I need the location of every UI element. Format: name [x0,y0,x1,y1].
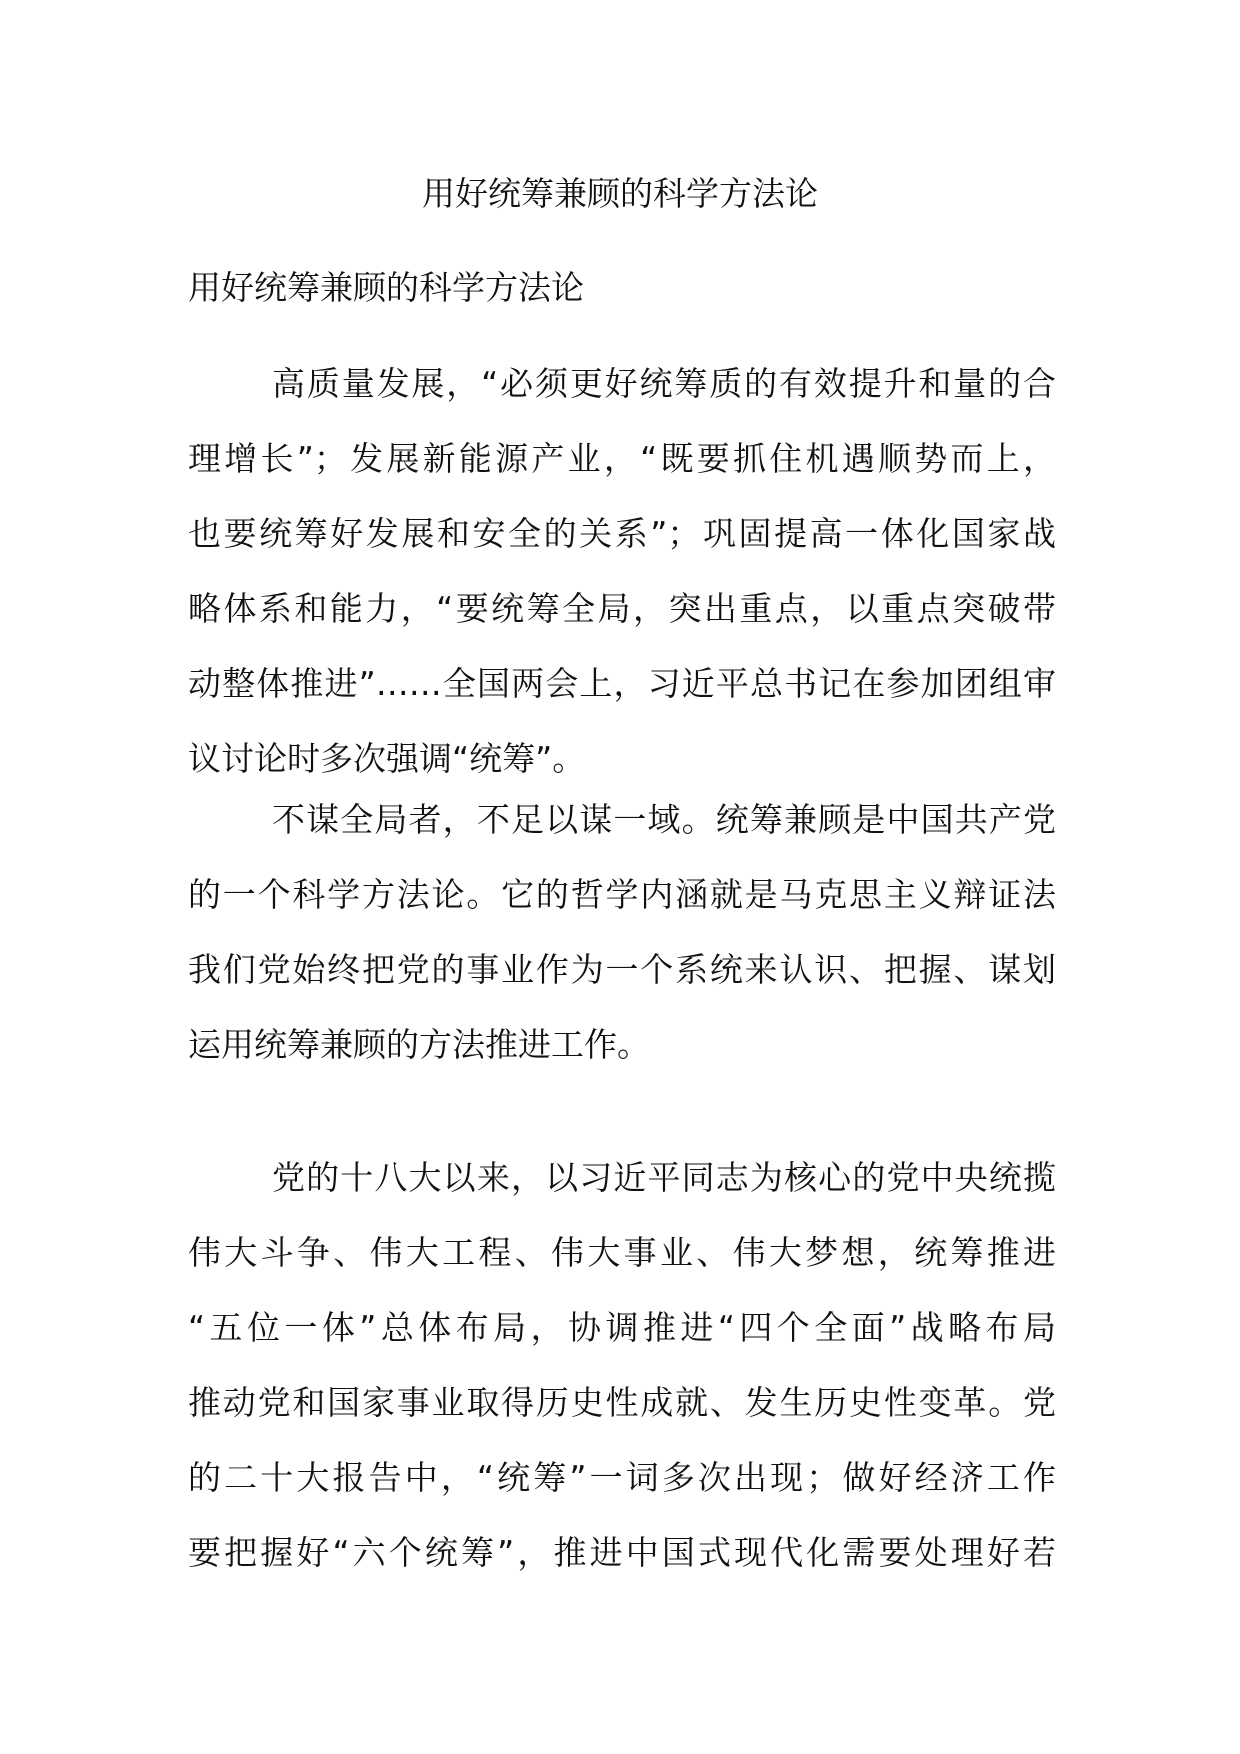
paragraph-line: 理增长”；发展新能源产业，“既要抓住机遇顺势而上， [188,439,1056,478]
paragraph-line: 也要统筹好发展和安全的关系”；巩固提高一体化国家战 [188,514,1056,553]
paragraph-line: 略体系和能力，“要统筹全局，突出重点，以重点突破带 [188,589,1056,628]
document-title: 用好统筹兼顾的科学方法论 [422,174,818,213]
paragraph-line: 要把握好“六个统筹”，推进中国式现代化需要处理好若 [188,1533,1056,1572]
paragraph-line: 的二十大报告中，“统筹”一词多次出现；做好经济工作 [188,1458,1056,1497]
paragraph-line: 推动党和国家事业取得历史性成就、发生历史性变革。党 [188,1383,1056,1422]
paragraph-2 [188,782,1056,1082]
paragraph-line: 高质量发展，“必须更好统筹质的有效提升和量的合 [272,364,1056,403]
paragraph-line: 议讨论时多次强调“统筹”。 [188,739,586,778]
document-subtitle: 用好统筹兼顾的科学方法论 [188,268,584,307]
paragraph-line: 党的十八大以来，以习近平同志为核心的党中央统揽 [272,1158,1056,1197]
paragraph-line: 不谋全局者，不足以谋一域。统筹兼顾是中国共产党 [272,800,1056,839]
paragraph-line: 伟大斗争、伟大工程、伟大事业、伟大梦想，统筹推进 [188,1233,1056,1272]
paragraph-line: 运用统筹兼顾的方法推进工作。 [188,1025,650,1064]
paragraph-line: “五位一体”总体布局，协调推进“四个全面”战略布局 [188,1308,1056,1347]
paragraph-3 [188,1140,1056,1590]
paragraph-line: 我们党始终把党的事业作为一个系统来认识、把握、谋划 [188,950,1056,989]
paragraph-line: 的一个科学方法论。它的哲学内涵就是马克思主义辩证法 [188,875,1056,914]
paragraph-line: 动整体推进”……全国两会上，习近平总书记在参加团组审 [188,664,1056,703]
paragraph-1 [188,346,1056,796]
